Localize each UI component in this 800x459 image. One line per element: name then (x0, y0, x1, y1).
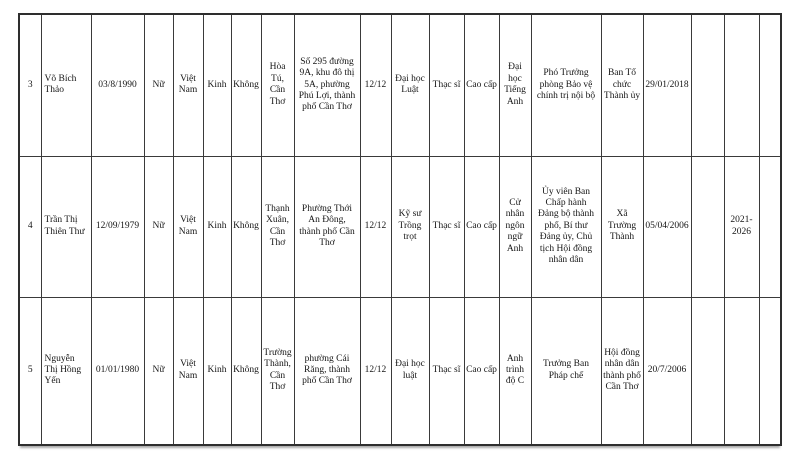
table-cell: 03/8/1990 (91, 14, 144, 156)
table-cell: Kinh (203, 156, 231, 297)
table-cell: Hòa Tú, Cần Thơ (261, 14, 294, 156)
table-cell: 29/01/2018 (643, 14, 691, 156)
table-cell: Phó Trưởng phòng Bảo vệ chính trị nội bộ (531, 14, 601, 156)
table-cell (759, 14, 781, 156)
table-cell: Trần Thị Thiên Thư (41, 156, 91, 297)
table-cell: 2021-2026 (724, 156, 759, 297)
table-cell: Thạc sĩ (429, 297, 464, 445)
table-cell: 12/12 (360, 156, 391, 297)
table-cell: 5 (19, 297, 41, 445)
table-cell: Kinh (203, 297, 231, 445)
table-row (19, 156, 781, 297)
table-cell: Nữ (144, 297, 173, 445)
table-cell: Trưởng Ban Pháp chế (531, 297, 601, 445)
table-cell: Nữ (144, 156, 173, 297)
table-cell (691, 156, 724, 297)
table-cell (759, 297, 781, 445)
table-cell: Phường Thới An Đông, thành phố Cần Thơ (294, 156, 360, 297)
table-cell: Đại học Luật (391, 14, 429, 156)
table-cell: Xã Trường Thành (601, 156, 643, 297)
table-cell: Cao cấp (464, 156, 499, 297)
table-cell: Cao cấp (464, 14, 499, 156)
table-cell: 20/7/2006 (643, 297, 691, 445)
table-cell (691, 297, 724, 445)
table-cell: 05/04/2006 (643, 156, 691, 297)
table-row (19, 297, 781, 445)
table-cell: 12/12 (360, 14, 391, 156)
table-cell: 3 (19, 14, 41, 156)
table-cell: Không (231, 297, 261, 445)
table-cell: Kỹ sư Trồng trọt (391, 156, 429, 297)
table-cell (724, 297, 759, 445)
table-cell: Anh trình độ C (499, 297, 531, 445)
table-cell: Hội đồng nhân dân thành phố Cần Thơ (601, 297, 643, 445)
table-cell: Cao cấp (464, 297, 499, 445)
table-cell: Cử nhân ngôn ngữ Anh (499, 156, 531, 297)
table-cell: Nữ (144, 14, 173, 156)
table-cell: Việt Nam (173, 14, 203, 156)
table-cell: Không (231, 156, 261, 297)
table-cell (724, 14, 759, 156)
table-body (19, 14, 781, 445)
table-cell: Ban Tổ chức Thành ủy (601, 14, 643, 156)
table-cell: 01/01/1980 (91, 297, 144, 445)
table-cell: Nguyễn Thị Hồng Yến (41, 297, 91, 445)
table-cell: Việt Nam (173, 156, 203, 297)
table-cell: Không (231, 14, 261, 156)
table-cell: 12/12 (360, 297, 391, 445)
table-cell: Trường Thành, Cần Thơ (261, 297, 294, 445)
table-cell: phường Cái Răng, thành phố Cần Thơ (294, 297, 360, 445)
table-row (19, 14, 781, 156)
table-cell: 4 (19, 156, 41, 297)
table-cell: Kinh (203, 14, 231, 156)
table-cell: Đại học luật (391, 297, 429, 445)
table-cell: Số 295 đường 9A, khu đô thị 5A, phường Phú Lợi, thành phố Cần Thơ (294, 14, 360, 156)
table-cell (759, 156, 781, 297)
table-cell: Thạc sĩ (429, 156, 464, 297)
table-cell: Thạc sĩ (429, 14, 464, 156)
table-cell: Võ Bích Thảo (41, 14, 91, 156)
table-cell: Việt Nam (173, 297, 203, 445)
table-cell: Đại học Tiếng Anh (499, 14, 531, 156)
table-cell: Ủy viên Ban Chấp hành Đảng bộ thành phố, Bí thư Đảng ủy, Chủ tịch Hội đồng nhân dân (531, 156, 601, 297)
personnel-table (18, 13, 782, 446)
table-cell (691, 14, 724, 156)
table-cell: Thạnh Xuân, Cần Thơ (261, 156, 294, 297)
table-cell: 12/09/1979 (91, 156, 144, 297)
